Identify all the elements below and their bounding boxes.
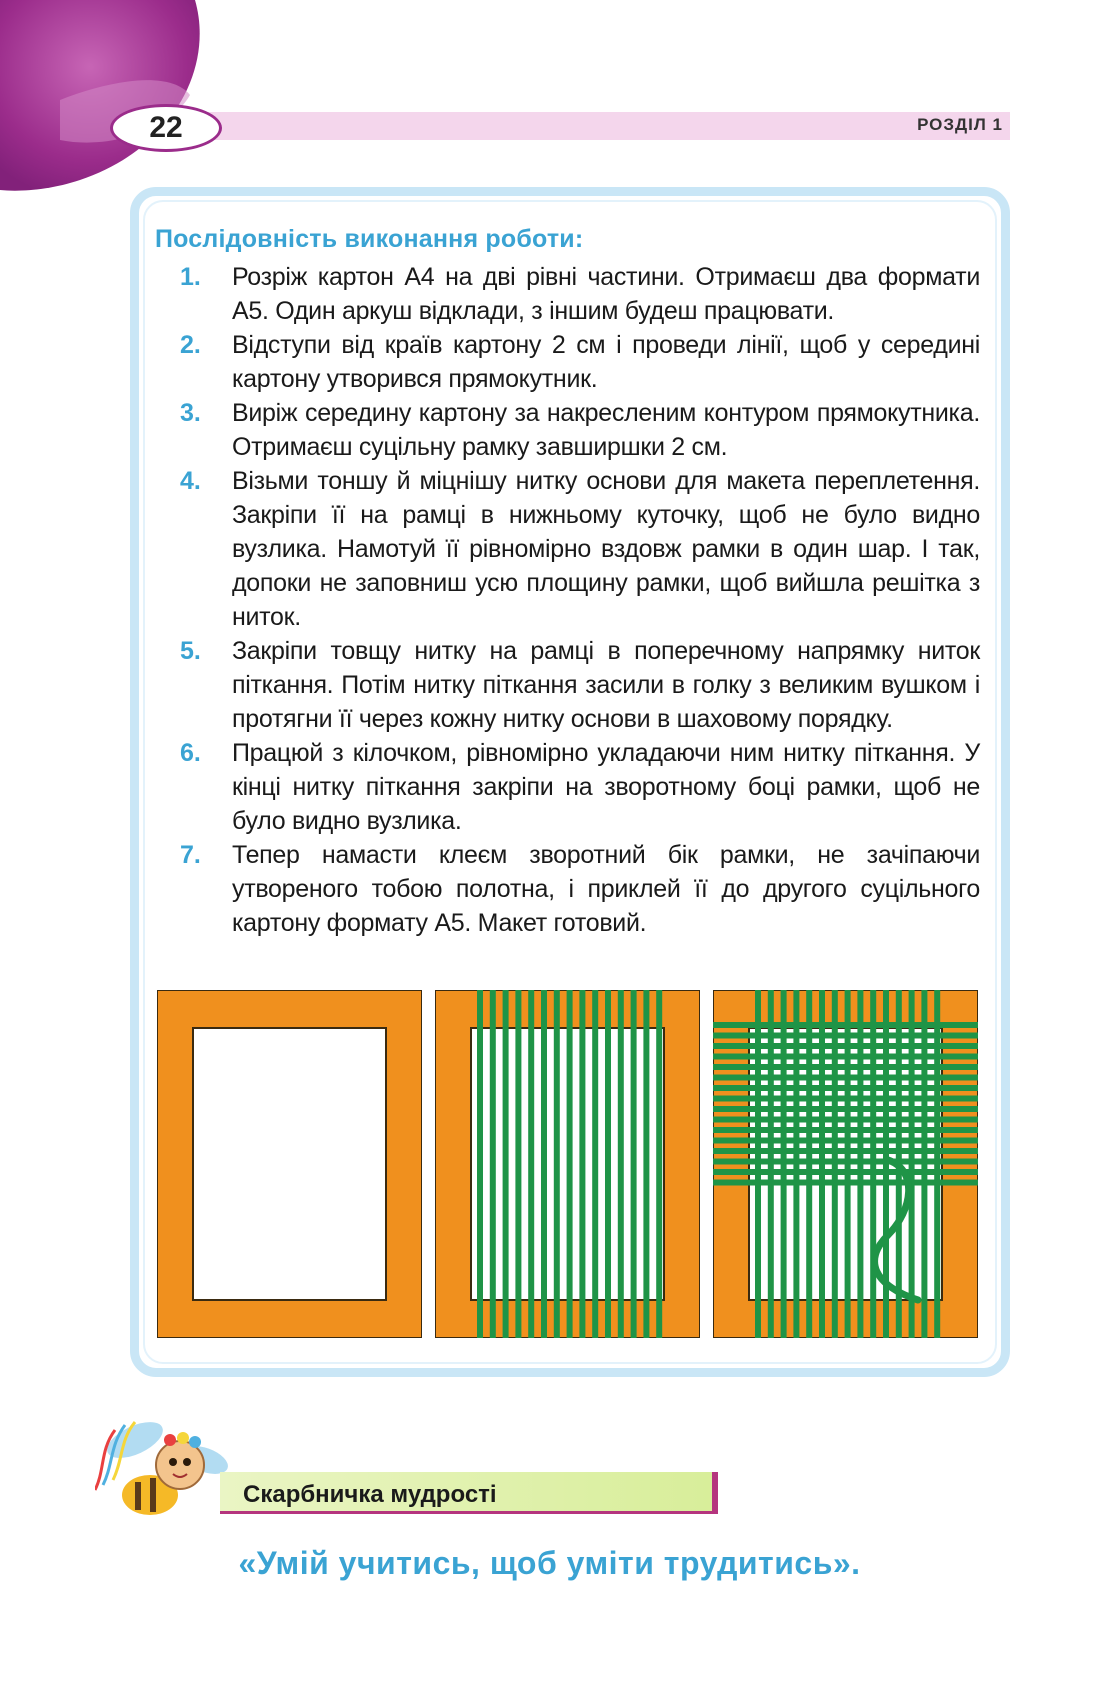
step-number: 1. <box>180 263 201 291</box>
step-number: 7. <box>180 841 201 869</box>
warp-threads-illustration <box>435 990 700 1338</box>
warp-thread <box>643 990 649 1338</box>
warp-thread <box>656 990 662 1338</box>
wisdom-title: Скарбничка мудрості <box>243 1481 497 1508</box>
warp-thread <box>554 990 560 1338</box>
step-item <box>180 634 980 736</box>
step-text: Закріпи товщу нитку на рамці в поперечному напрямку ниток піткання. Потім нитку піткання засили в голку з великим вушком і протягни її через кожну нитку основи в шаховому порядку. <box>232 637 980 733</box>
step-text: Працюй з кілочком, рівномірно укладаючи ним нитку піткання. У кінці нитку піткання закріпи на зворотному боці рамки, щоб не було видно вузлика. <box>232 739 980 835</box>
section-label: РОЗДІЛ 1 <box>917 115 1003 134</box>
warp-thread <box>541 990 547 1338</box>
warp-thread <box>477 990 483 1338</box>
step-number: 4. <box>180 467 201 495</box>
weft-thread <box>713 1043 978 1049</box>
weft-thread <box>713 1138 978 1144</box>
corner-decoration <box>0 0 215 200</box>
bee-mascot-icon <box>95 1410 235 1530</box>
weft-thread <box>713 1117 978 1123</box>
weft-thread <box>713 1085 978 1091</box>
step-item <box>180 736 980 838</box>
warp-thread <box>631 990 637 1338</box>
step-number: 3. <box>180 399 201 427</box>
weft-thread <box>713 1180 978 1186</box>
illustrations <box>157 990 982 1338</box>
weft-thread <box>713 1054 978 1060</box>
step-number: 2. <box>180 331 201 359</box>
weft-thread <box>713 1033 978 1039</box>
weft-thread <box>713 1127 978 1133</box>
step-text: Розріж картон А4 на дві рівні частини. Отримаєш два формати А5. Один аркуш відклади, з іншим будеш працювати. <box>232 263 980 325</box>
warp-thread <box>618 990 624 1338</box>
steps-title: Послідовність виконання роботи: <box>155 225 584 253</box>
warp-thread <box>528 990 534 1338</box>
step-item <box>180 260 980 328</box>
warp-thread <box>592 990 598 1338</box>
weft-thread <box>713 1096 978 1102</box>
step-item <box>180 396 980 464</box>
weft-thread <box>713 1106 978 1112</box>
weft-thread <box>713 1064 978 1070</box>
step-text: Тепер намасти клеєм зворотний бік рамки, не зачіпаючи утвореного тобою полотна, і приклей її до другого суцільного картону формату А5. Макет готовий. <box>232 841 980 937</box>
step-text: Виріж середину картону за накресленим контуром прямокутника. Отримаєш суцільну рамку завширшки 2 см. <box>232 399 980 461</box>
step-number: 5. <box>180 637 201 665</box>
warp-thread <box>567 990 573 1338</box>
warp-thread <box>515 990 521 1338</box>
warp-thread <box>503 990 509 1338</box>
wisdom-section <box>95 1410 635 1530</box>
empty-frame-illustration <box>157 990 422 1338</box>
page-number: 22 <box>110 104 222 152</box>
step-item <box>180 464 980 634</box>
wisdom-quote: «Умій учитись, щоб уміти трудитись». <box>238 1545 861 1581</box>
warp-thread <box>605 990 611 1338</box>
step-item <box>180 328 980 396</box>
header-band <box>190 112 1010 140</box>
warp-thread <box>579 990 585 1338</box>
weft-thread <box>713 1075 978 1081</box>
weft-thread <box>713 1148 978 1154</box>
step-text: Візьми тоншу й міцнішу нитку основи для макета переплетення. Закріпи її на рамці в нижньому куточку, щоб не було видно вузлика. Намотуй її рівномірно вздовж рамки в один шар. І так, допоки не заповниш усю площину рамки, щоб вийшла решітка з ниток. <box>232 467 980 631</box>
weft-thread <box>713 1169 978 1175</box>
woven-frame-illustration <box>713 990 978 1338</box>
step-number: 6. <box>180 739 201 767</box>
steps-list <box>180 260 980 940</box>
warp-thread <box>490 990 496 1338</box>
step-item <box>180 838 980 940</box>
weft-thread <box>713 1022 978 1028</box>
step-text: Відступи від країв картону 2 см і проведи лінії, щоб у середині картону утворився прямокутник. <box>232 331 980 393</box>
weft-thread <box>713 1159 978 1165</box>
